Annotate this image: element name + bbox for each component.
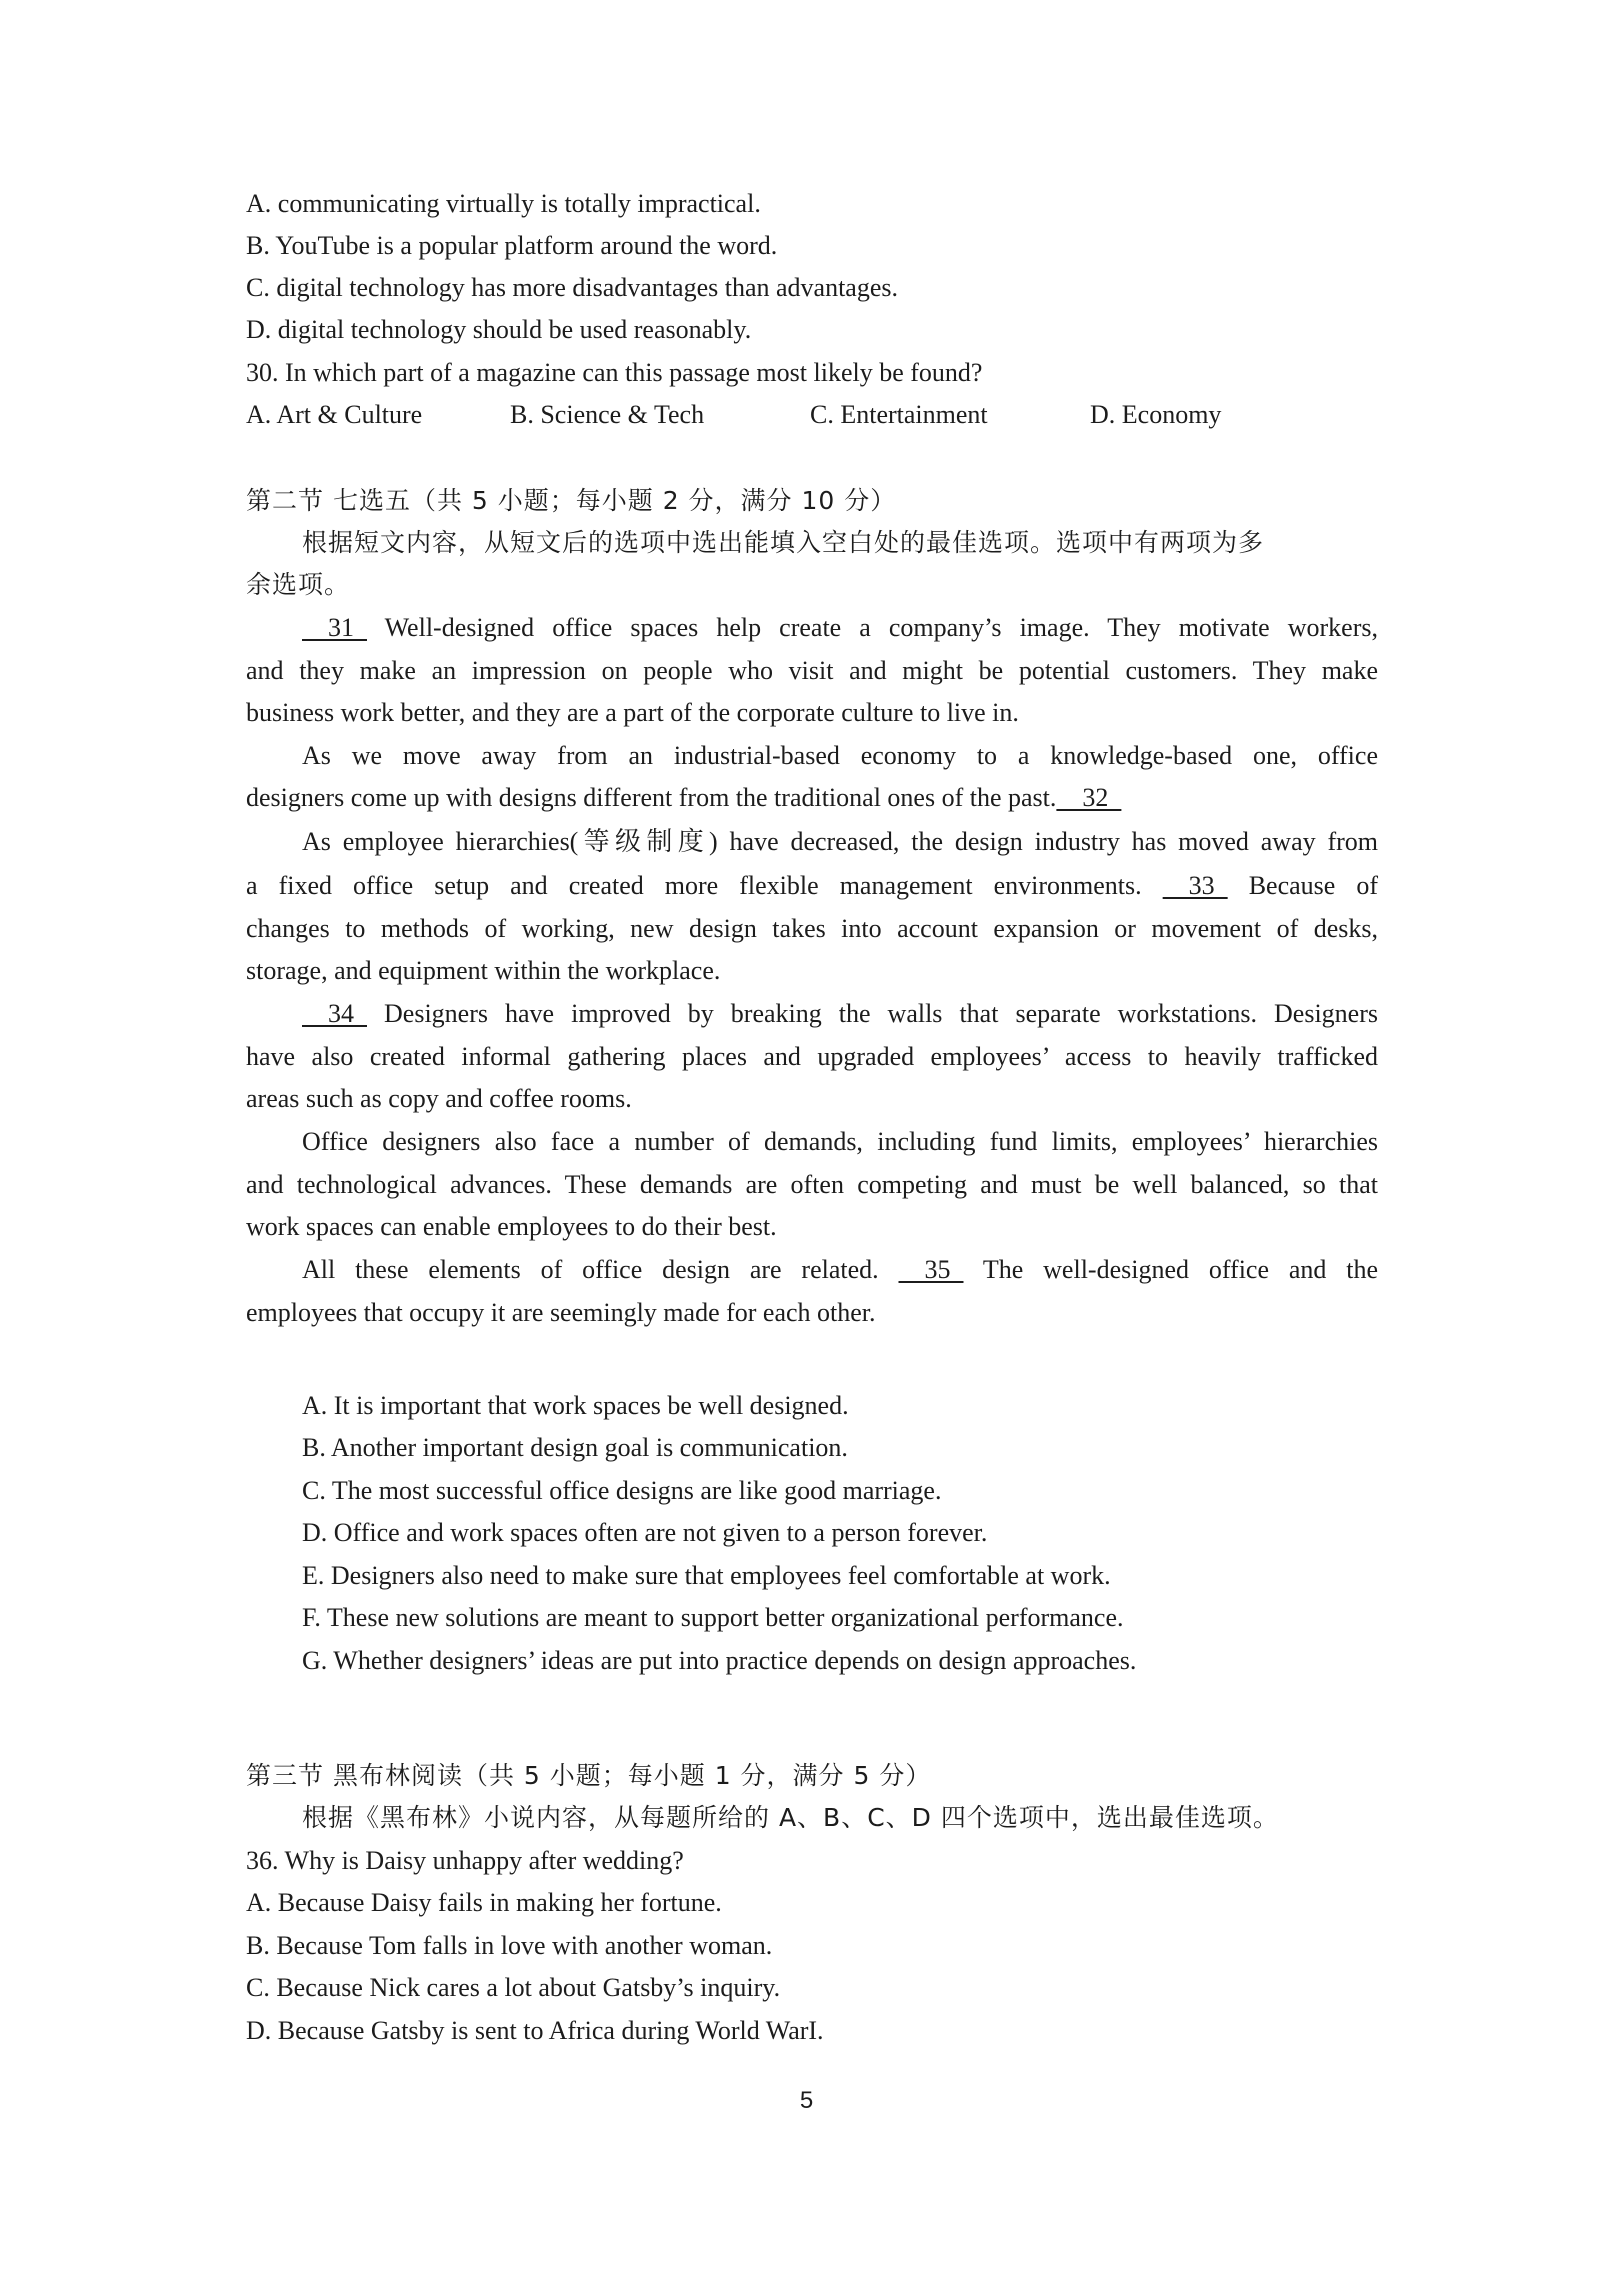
passage-p6-line2: employees that occupy it are seemingly made for each other. [246,1298,876,1327]
s2-option-e: E. Designers also need to make sure that employees feel comfortable at work. [302,1561,1111,1590]
passage-p2-line1: As we move away from an industrial-based economy to a knowledge-based one, office [302,741,1378,770]
passage-p1-line2: and they make an impression on people who visit and might be potential customers. They make [246,656,1378,685]
blank-32[interactable]: 32 [1056,783,1122,812]
s2-option-g: G. Whether designers’ ideas are put into practice depends on design approaches. [302,1646,1137,1675]
section3-instruction: 根据《黑布林》小说内容，从每题所给的 A、B、C、D 四个选项中，选出最佳选项。 [302,1803,1279,1832]
section2-instruction-line1: 根据短文内容，从短文后的选项中选出能填入空白处的最佳选项。选项中有两项为多 [302,528,1265,557]
s2-option-b: B. Another important design goal is communication. [302,1433,848,1462]
blank-34[interactable]: 34 [302,999,367,1028]
passage-p5-line1: Office designers also face a number of demands, including fund limits, employees’ hierarchies [302,1127,1378,1156]
s2-option-a: A. It is important that work spaces be well designed. [302,1391,849,1420]
passage-p3-line1: As employee hierarchies(等级制度) have decreased, the design industry has moved away from [302,827,1378,856]
q30-option-d: D. Economy [1090,400,1222,429]
passage-p4-line1: 34 Designers have improved by breaking the walls that separate workstations. Designers [302,993,1378,1035]
passage-p6-line1: All these elements of office design are related. 35 The well-designed office and the [302,1249,1378,1291]
passage-p1-line1: 31 Well-designed office spaces help create a company’s image. They motivate workers, [302,607,1378,649]
q30-option-c: C. Entertainment [810,400,988,429]
passage-p3-line4: storage, and equipment within the workplace. [246,956,721,985]
passage-p5-line3: work spaces can enable employees to do their best. [246,1212,777,1241]
s2-option-f: F. These new solutions are meant to support better organizational performance. [302,1603,1124,1632]
passage-p4-line3: areas such as copy and coffee rooms. [246,1084,632,1113]
blank-31[interactable]: 31 [302,613,367,642]
q29-option-d: D. digital technology should be used reasonably. [246,315,752,344]
q30-options-row [0,394,1613,436]
page-number: 5 [799,2087,814,2114]
q29-option-a: A. communicating virtually is totally impractical. [246,189,761,218]
section2-heading: 第二节 七选五（共 5 小题；每小题 2 分，满分 10 分） [246,486,897,515]
blank-33[interactable]: 33 [1162,871,1228,900]
q36-option-d: D. Because Gatsby is sent to Africa during World WarI. [246,2016,824,2045]
q36-option-c: C. Because Nick cares a lot about Gatsby’s inquiry. [246,1973,781,2002]
passage-p3-line3: changes to methods of working, new design takes into account expansion or movement of desks, [246,914,1378,943]
q30-option-a: A. Art & Culture [246,400,423,429]
q29-option-c: C. digital technology has more disadvantages than advantages. [246,273,898,302]
s2-option-c: C. The most successful office designs are like good marriage. [302,1476,942,1505]
passage-p3-line2: a fixed office setup and created more flexible management environments. 33 Because of [246,865,1378,907]
passage-p2-line2: designers come up with designs different from the traditional ones of the past. 32 [246,777,1121,819]
q29-option-b: B. YouTube is a popular platform around the word. [246,231,778,260]
passage-p5-line2: and technological advances. These demands are often competing and must be well balanced, so that [246,1170,1378,1199]
section2-instruction-line2: 余选项。 [246,570,351,599]
blank-35[interactable]: 35 [898,1255,964,1284]
section3-heading: 第三节 黑布林阅读（共 5 小题；每小题 1 分，满分 5 分） [246,1761,932,1790]
q36-option-a: A. Because Daisy fails in making her fortune. [246,1888,722,1917]
q30-option-b: B. Science & Tech [510,400,705,429]
passage-p4-line2: have also created informal gathering places and upgraded employees’ access to heavily trafficked [246,1042,1378,1071]
q36-option-b: B. Because Tom falls in love with another woman. [246,1931,773,1960]
q30-question: 30. In which part of a magazine can this passage most likely be found? [246,358,983,387]
passage-p1-line3: business work better, and they are a part of the corporate culture to live in. [246,698,1019,727]
s2-option-d: D. Office and work spaces often are not given to a person forever. [302,1518,988,1547]
q36-question: 36. Why is Daisy unhappy after wedding? [246,1846,684,1875]
